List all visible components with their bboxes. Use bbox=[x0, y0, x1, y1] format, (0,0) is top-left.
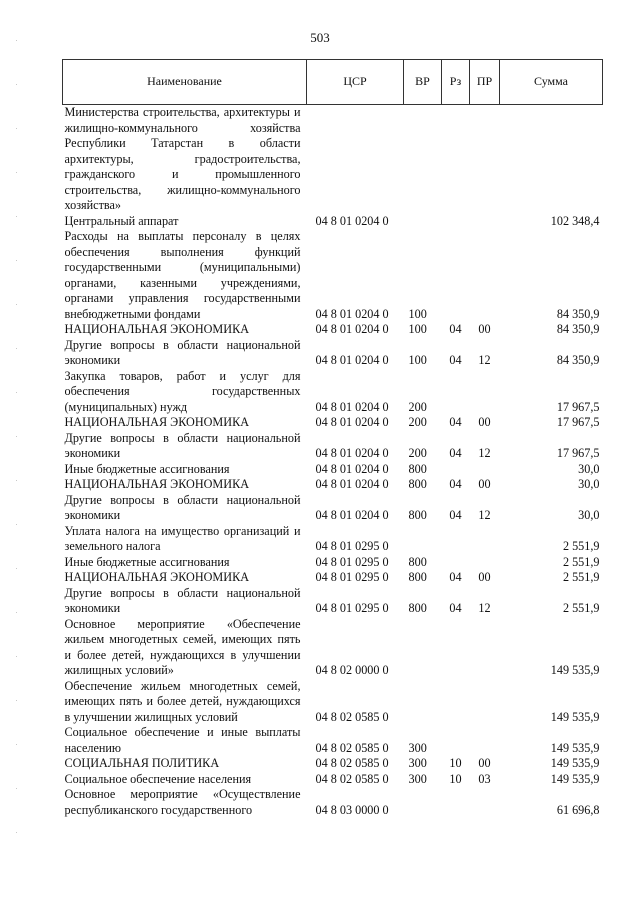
table-row bbox=[63, 322, 603, 338]
row-rz: 10 bbox=[449, 771, 462, 786]
header-name: Наименование bbox=[63, 60, 307, 105]
page-number: 503 bbox=[310, 30, 330, 45]
row-sum: 17 967,5 bbox=[556, 415, 600, 429]
row-sum: 102 348,4 bbox=[550, 213, 600, 228]
table-row bbox=[63, 431, 603, 462]
row-rz bbox=[442, 105, 470, 214]
row-name: Иные бюджетные ассигнования bbox=[64, 554, 230, 569]
row-sum: 17 967,5 bbox=[556, 399, 600, 414]
row-pr: 00 bbox=[478, 322, 491, 336]
table-body bbox=[63, 105, 603, 819]
table-row bbox=[63, 787, 603, 818]
row-csr: 04 8 02 0000 0 bbox=[315, 663, 389, 677]
table-row bbox=[63, 214, 603, 230]
row-pr bbox=[470, 214, 500, 230]
row-rz bbox=[442, 555, 470, 571]
table-row bbox=[63, 617, 603, 679]
row-rz: 10 bbox=[449, 756, 462, 770]
row-rz bbox=[442, 229, 470, 322]
table-row bbox=[63, 570, 603, 586]
table-row bbox=[63, 524, 603, 555]
row-sum bbox=[500, 105, 603, 214]
row-sum: 149 535,9 bbox=[550, 663, 600, 677]
row-name: Социальное обеспечение и иные выплаты населению bbox=[64, 725, 301, 755]
row-rz: 04 bbox=[449, 570, 462, 584]
row-pr: 00 bbox=[478, 477, 491, 491]
row-rz bbox=[442, 214, 470, 230]
row-name: Иные бюджетные ассигнования bbox=[64, 461, 230, 476]
budget-table bbox=[62, 59, 603, 818]
row-csr: 04 8 01 0295 0 bbox=[315, 570, 389, 584]
row-csr: 04 8 02 0585 0 bbox=[315, 709, 389, 724]
row-pr: 12 bbox=[478, 446, 491, 460]
row-name: Центральный аппарат bbox=[64, 213, 179, 228]
row-sum: 2 551,9 bbox=[562, 570, 600, 584]
row-vr: 300 bbox=[408, 756, 427, 770]
row-rz bbox=[442, 725, 470, 756]
table-row bbox=[63, 756, 603, 772]
table-row bbox=[63, 679, 603, 726]
row-sum: 149 535,9 bbox=[550, 709, 600, 724]
row-vr: 800 bbox=[408, 554, 427, 569]
row-csr: 04 8 01 0204 0 bbox=[315, 477, 389, 491]
row-csr: 04 8 03 0000 0 bbox=[315, 802, 389, 817]
table-row bbox=[63, 105, 603, 214]
row-sum: 30,0 bbox=[578, 461, 600, 476]
row-pr bbox=[470, 725, 500, 756]
row-csr bbox=[307, 105, 404, 214]
row-vr: 100 bbox=[408, 353, 427, 367]
row-rz bbox=[442, 617, 470, 679]
row-sum: 84 350,9 bbox=[556, 306, 600, 321]
row-name: Расходы на выплаты персоналу в целях обеспечения выполнения функций государственными (муниципальными) органами, казенными учреждениями, органами управления государственными внебюджетными фондами bbox=[64, 229, 301, 321]
header-pr: ПР bbox=[470, 60, 500, 105]
row-csr: 04 8 01 0204 0 bbox=[315, 213, 389, 228]
row-csr: 04 8 01 0204 0 bbox=[315, 322, 389, 336]
row-vr: 800 bbox=[408, 477, 427, 491]
row-vr bbox=[404, 787, 442, 818]
row-name: Уплата налога на имущество организаций и земельного налога bbox=[64, 523, 301, 553]
row-vr: 800 bbox=[408, 570, 427, 584]
row-csr: 04 8 01 0204 0 bbox=[315, 508, 389, 522]
row-pr bbox=[470, 369, 500, 416]
row-name: НАЦИОНАЛЬНАЯ ЭКОНОМИКА bbox=[64, 477, 249, 491]
row-vr bbox=[404, 105, 442, 214]
row-sum: 149 535,9 bbox=[550, 756, 600, 770]
row-pr bbox=[470, 105, 500, 214]
row-pr: 12 bbox=[478, 353, 491, 367]
row-vr: 300 bbox=[408, 771, 427, 786]
row-name: Закупка товаров, работ и услуг для обеспечения государственных (муниципальных) нужд bbox=[64, 368, 301, 414]
row-vr: 300 bbox=[408, 740, 427, 755]
row-pr bbox=[470, 679, 500, 726]
row-sum: 149 535,9 bbox=[550, 740, 600, 755]
table-row bbox=[63, 415, 603, 431]
header-csr: ЦСР bbox=[307, 60, 404, 105]
row-pr bbox=[470, 462, 500, 478]
table-row bbox=[63, 462, 603, 478]
row-name: НАЦИОНАЛЬНАЯ ЭКОНОМИКА bbox=[64, 322, 249, 336]
row-rz bbox=[442, 679, 470, 726]
header-rz: Рз bbox=[442, 60, 470, 105]
row-sum: 149 535,9 bbox=[550, 771, 600, 786]
row-csr: 04 8 02 0585 0 bbox=[315, 771, 389, 786]
row-vr bbox=[404, 214, 442, 230]
row-name: Обеспечение жильем многодетных семей, имеющих пять и более детей, нуждающихся в улучшении жилищных условий bbox=[64, 678, 301, 724]
row-rz: 04 bbox=[449, 601, 462, 615]
table-row bbox=[63, 725, 603, 756]
table-row bbox=[63, 338, 603, 369]
table-row bbox=[63, 493, 603, 524]
row-name: Социальное обеспечение населения bbox=[64, 771, 252, 786]
row-csr: 04 8 01 0204 0 bbox=[315, 399, 389, 414]
row-rz: 04 bbox=[449, 415, 462, 429]
row-csr: 04 8 01 0204 0 bbox=[315, 415, 389, 429]
row-sum: 30,0 bbox=[578, 477, 600, 491]
row-rz: 04 bbox=[449, 353, 462, 367]
row-name: Другие вопросы в области национальной экономики bbox=[64, 430, 301, 460]
row-pr bbox=[470, 617, 500, 679]
row-pr bbox=[470, 555, 500, 571]
row-vr bbox=[404, 679, 442, 726]
row-name: Другие вопросы в области национальной экономики bbox=[64, 492, 301, 522]
row-vr: 100 bbox=[408, 306, 427, 321]
row-vr: 200 bbox=[408, 399, 427, 414]
row-rz: 04 bbox=[449, 322, 462, 336]
scan-margin-marks bbox=[16, 40, 17, 860]
row-sum: 2 551,9 bbox=[562, 601, 600, 615]
row-vr: 800 bbox=[408, 461, 427, 476]
table-row bbox=[63, 555, 603, 571]
header-vr: ВР bbox=[404, 60, 442, 105]
row-sum: 84 350,9 bbox=[556, 353, 600, 367]
row-rz bbox=[442, 462, 470, 478]
row-vr bbox=[404, 617, 442, 679]
row-pr bbox=[470, 787, 500, 818]
row-csr: 04 8 01 0204 0 bbox=[315, 306, 389, 321]
row-name: Основное мероприятие «Осуществление республиканского государственного bbox=[64, 787, 301, 817]
row-pr: 03 bbox=[478, 771, 491, 786]
row-pr: 00 bbox=[478, 570, 491, 584]
row-vr: 800 bbox=[408, 601, 427, 615]
row-sum: 84 350,9 bbox=[556, 322, 600, 336]
row-pr bbox=[470, 229, 500, 322]
row-sum: 17 967,5 bbox=[556, 446, 600, 460]
row-pr: 00 bbox=[478, 756, 491, 770]
row-vr: 200 bbox=[408, 446, 427, 460]
row-name: НАЦИОНАЛЬНАЯ ЭКОНОМИКА bbox=[64, 415, 249, 429]
row-pr: 12 bbox=[478, 601, 491, 615]
row-rz bbox=[442, 787, 470, 818]
row-vr bbox=[404, 524, 442, 555]
row-rz bbox=[442, 524, 470, 555]
row-sum: 61 696,8 bbox=[556, 802, 600, 817]
table-row bbox=[63, 369, 603, 416]
row-vr: 800 bbox=[408, 508, 427, 522]
row-vr: 200 bbox=[408, 415, 427, 429]
row-name: Другие вопросы в области национальной экономики bbox=[64, 337, 301, 367]
table-header-row bbox=[63, 60, 603, 105]
row-rz bbox=[442, 369, 470, 416]
table-row bbox=[63, 477, 603, 493]
row-sum: 2 551,9 bbox=[562, 539, 600, 553]
row-rz: 04 bbox=[449, 446, 462, 460]
row-csr: 04 8 01 0204 0 bbox=[315, 353, 389, 367]
row-csr: 04 8 01 0295 0 bbox=[315, 554, 389, 569]
row-pr bbox=[470, 524, 500, 555]
header-sum: Сумма bbox=[500, 60, 603, 105]
table-row bbox=[63, 229, 603, 322]
row-csr: 04 8 01 0295 0 bbox=[315, 539, 389, 553]
row-csr: 04 8 01 0204 0 bbox=[315, 446, 389, 460]
row-pr: 00 bbox=[478, 415, 491, 429]
row-name: Министерства строительства, архитектуры и жилищно-коммунального хозяйства Республики Татарстан в области архитектуры, градостроительства, гражданского и промышленного строительства, жилищно-коммунального хозяйства» bbox=[64, 105, 301, 212]
row-sum: 2 551,9 bbox=[562, 554, 600, 569]
table-row bbox=[63, 772, 603, 788]
row-name: НАЦИОНАЛЬНАЯ ЭКОНОМИКА bbox=[64, 570, 249, 584]
row-csr: 04 8 02 0585 0 bbox=[315, 740, 389, 755]
row-sum: 30,0 bbox=[578, 508, 600, 522]
row-rz: 04 bbox=[449, 477, 462, 491]
row-vr: 100 bbox=[408, 322, 427, 336]
row-pr: 12 bbox=[478, 508, 491, 522]
row-name: Основное мероприятие «Обеспечение жильем многодетных семей, имеющих пять и более детей, нуждающихся в улучшении жилищных условий» bbox=[64, 616, 301, 677]
row-rz: 04 bbox=[449, 508, 462, 522]
row-name: Другие вопросы в области национальной экономики bbox=[64, 585, 301, 615]
row-name: СОЦИАЛЬНАЯ ПОЛИТИКА bbox=[64, 756, 220, 770]
row-csr: 04 8 01 0204 0 bbox=[315, 461, 389, 476]
table-row bbox=[63, 586, 603, 617]
row-csr: 04 8 01 0295 0 bbox=[315, 601, 389, 615]
row-csr: 04 8 02 0585 0 bbox=[315, 756, 389, 770]
